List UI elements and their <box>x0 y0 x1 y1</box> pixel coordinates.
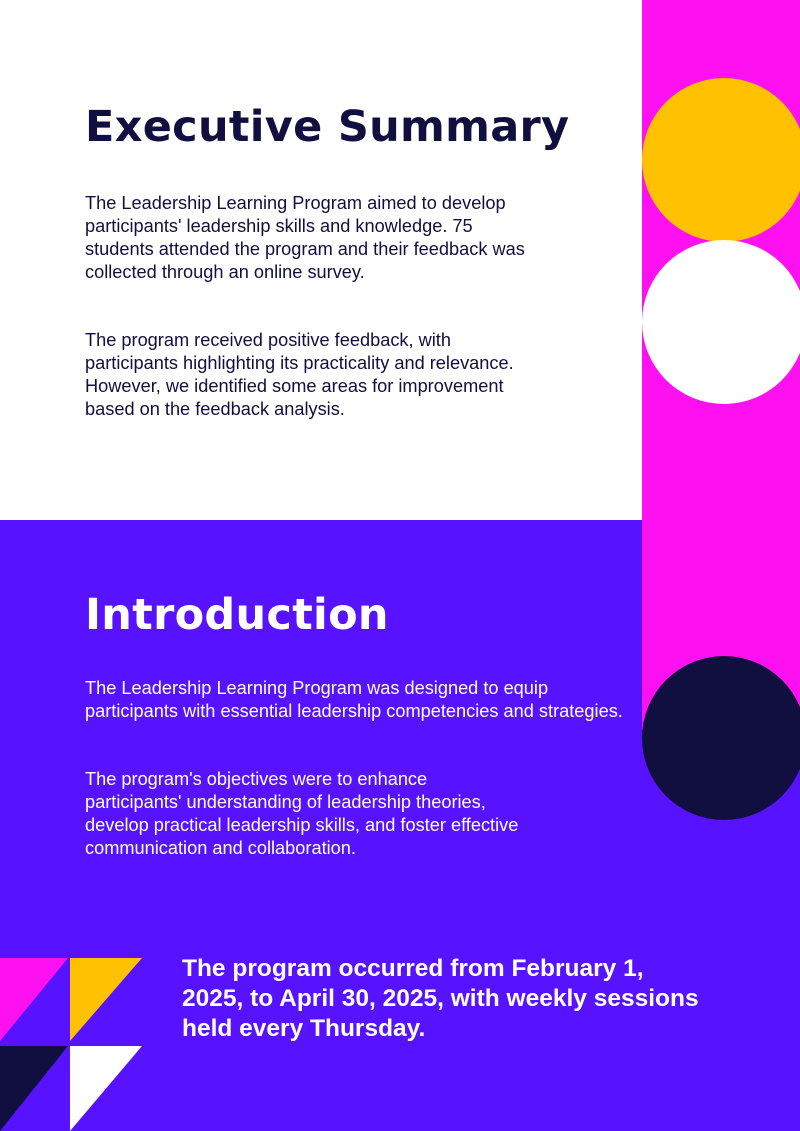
executive-summary-title: Executive Summary <box>85 102 570 152</box>
executive-summary-paragraph-2: The program received positive feedback, with participants highlighting its practicality and relevance. However, we identified some areas for improvement based on the feedback analysis. <box>85 330 514 419</box>
decorative-navy-circle <box>642 656 800 820</box>
executive-summary-section <box>0 0 642 520</box>
introduction-paragraph-2: The program's objectives were to enhance participants' understanding of leadership theories, develop practical leadership skills, and foster effective communication and collaboration. <box>85 769 519 858</box>
decorative-triangles-graphic <box>0 958 142 1131</box>
program-dates-highlight: The program occurred from February 1, 2025, to April 30, 2025, with weekly sessions held every Thursday. <box>182 955 699 1042</box>
decorative-white-circle <box>642 240 800 404</box>
introduction-paragraph-1: The Leadership Learning Program was designed to equip participants with essential leadership competencies and strategies. <box>85 678 623 721</box>
decorative-yellow-circle <box>642 78 800 242</box>
executive-summary-paragraph-1: The Leadership Learning Program aimed to develop participants' leadership skills and knowledge. 75 students attended the program and their feedback was collected through an online survey. <box>85 193 525 282</box>
introduction-title: Introduction <box>85 590 389 640</box>
